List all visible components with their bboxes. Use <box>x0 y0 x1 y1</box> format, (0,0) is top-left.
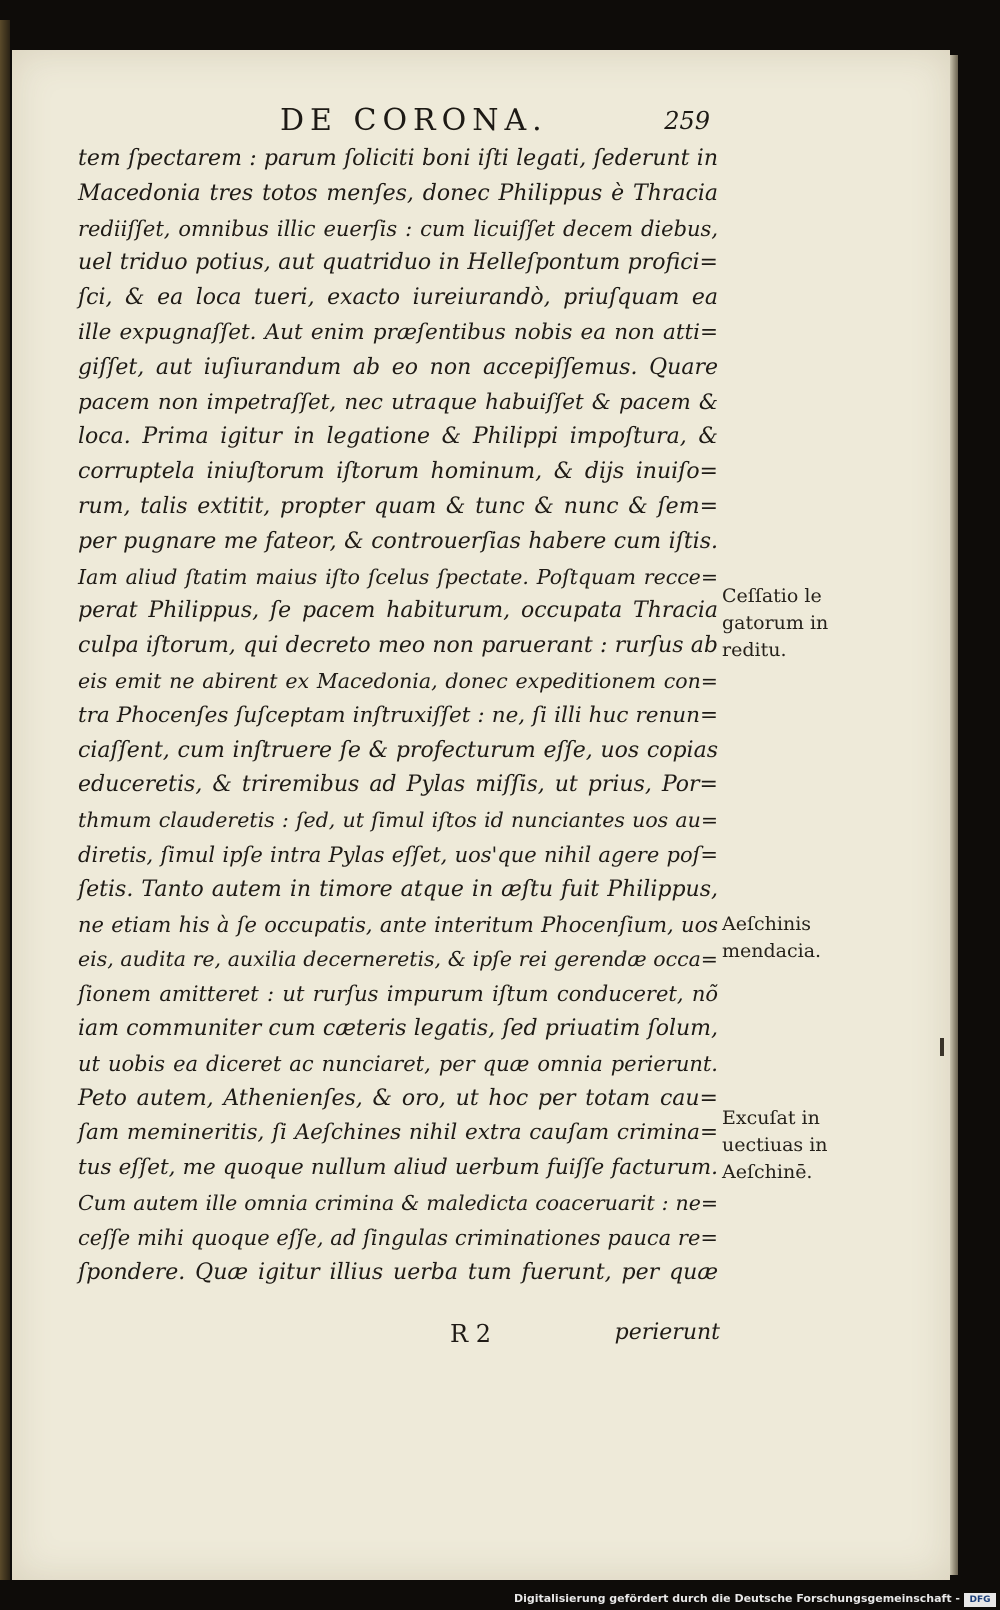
page-edge <box>950 55 958 1575</box>
text-line: ille expugnaſſet. Aut enim præſentibus nobis ea non atti= <box>78 319 718 345</box>
text-line: rediiſſet, omnibus illic euerſis : cum licuiſſet decem diebus, <box>78 216 718 241</box>
marginal-note-line: Aeſchinē. <box>722 1161 813 1183</box>
marginal-note-line: gatorum in <box>722 612 829 634</box>
text-line: Peto autem, Athenienſes, & oro, ut hoc per totam cau= <box>78 1085 718 1111</box>
text-line: uel triduo potius, aut quatriduo in Helleſpontum profici= <box>78 250 718 276</box>
text-line: eis, audita re, auxilia decerneretis, & ipſe rei gerendæ occa= <box>78 947 718 972</box>
book-binding <box>0 20 10 1580</box>
text-line: pacem non impetraſſet, nec utraque habuiſſet & pacem & <box>78 389 718 415</box>
signature-mark: R 2 <box>450 1320 491 1348</box>
marginal-note-line: Excuſat in <box>722 1107 820 1129</box>
marginal-note-line: mendacia. <box>722 940 822 962</box>
marginal-note-cessatio <box>722 583 852 664</box>
text-line: ſam memineritis, ſi Aeſchines nihil extra cauſam crimina= <box>78 1120 718 1146</box>
catchword: perierunt <box>614 1320 720 1345</box>
text-line: eis emit ne abirent ex Macedonia, donec expeditionem con= <box>78 668 718 693</box>
text-line: thmum clauderetis : ſed, ut ſimul iſtos id nunciantes uos au= <box>78 808 718 833</box>
text-line: educeretis, & triremibus ad Pylas miſſis, ut prius, Por= <box>78 772 718 798</box>
marginal-note-line: Aeſchinis <box>722 913 812 935</box>
text-line: ciaſſent, cum inſtruere ſe & profecturum eſſe, uos copias <box>78 737 718 763</box>
text-line: ut uobis ea diceret ac nunciaret, per quæ omnia perierunt. <box>78 1051 718 1076</box>
dfg-logo-icon: DFG <box>964 1593 996 1607</box>
text-line: loca. Prima igitur in legatione & Philippi impoſtura, & <box>78 424 718 450</box>
text-line: perat Philippus, ſe pacem habiturum, occupata Thracia <box>78 598 718 624</box>
text-line: ne etiam his à ſe occupatis, ante interitum Phocenſium, uos <box>78 912 718 937</box>
text-line: ceſſe mihi quoque eſſe, ad ſingulas criminationes pauca re= <box>78 1225 718 1250</box>
page-header <box>270 103 710 143</box>
text-line: corruptela iniuſtorum iſtorum hominum, & dijs inuiſo= <box>78 459 718 485</box>
marginal-note-line: Ceſſatio le <box>722 585 822 607</box>
text-line: ſpondere. Quæ igitur illius uerba tum fuerunt, per quæ <box>78 1259 718 1285</box>
text-line: Macedonia tres totos menſes, donec Philippus è Thracia <box>78 180 718 206</box>
credit-bar <box>0 1590 1000 1610</box>
text-line: ſci, & ea loca tueri, exacto iureiurandò, priuſquam ea <box>78 285 718 311</box>
body-text <box>78 142 718 1290</box>
text-line: Iam aliud ſtatim maius iſto ſcelus ſpectate. Poſtquam recce= <box>78 564 718 589</box>
text-line: giſſet, aut iuſiurandum ab eo non accepiſſemus. Quare <box>78 354 718 380</box>
edge-mark <box>940 1038 944 1056</box>
page-footer <box>440 1320 720 1356</box>
text-line: ſionem amitteret : ut rurſus impurum iſtum conduceret, nõ <box>78 982 718 1007</box>
marginal-note-excusat <box>722 1105 852 1186</box>
text-line: Cum autem ille omnia crimina & maledicta coaceruarit : ne= <box>78 1190 718 1215</box>
text-line: per pugnare me fateor, & controuerſias habere cum iſtis. <box>78 528 718 554</box>
text-line: rum, talis extitit, propter quam & tunc & nunc & ſem= <box>78 493 718 519</box>
marginal-note-line: reditu. <box>722 639 787 661</box>
text-line: iam communiter cum cæteris legatis, ſed priuatim ſolum, <box>78 1015 718 1041</box>
credit-text: Digitalisierung gefördert durch die Deutsche Forschungsgemeinschaft - <box>513 1592 960 1605</box>
text-line: tra Phocenſes ſuſceptam inſtruxiſſet : ne, ſi illi huc renun= <box>78 702 718 728</box>
marginal-note-line: uectiuas in <box>722 1134 828 1156</box>
text-line: tus eſſet, me quoque nullum aliud uerbum fuiſſe facturum. <box>78 1155 718 1181</box>
text-line: diretis, ſimul ipſe intra Pylas eſſet, uos'que nihil agere poſ= <box>78 842 718 867</box>
text-line: tem ſpectarem : parum ſoliciti boni iſti legati, ſederunt in <box>78 146 718 171</box>
running-title: DE CORONA. <box>280 103 548 138</box>
marginal-note-aeschinis <box>722 911 852 965</box>
text-line: culpa iſtorum, qui decreto meo non paruerant : rurſus ab <box>78 633 718 659</box>
text-line: ſetis. Tanto autem in timore atque in æſtu fuit Philippus, <box>78 876 718 902</box>
page-number: 259 <box>664 107 710 135</box>
